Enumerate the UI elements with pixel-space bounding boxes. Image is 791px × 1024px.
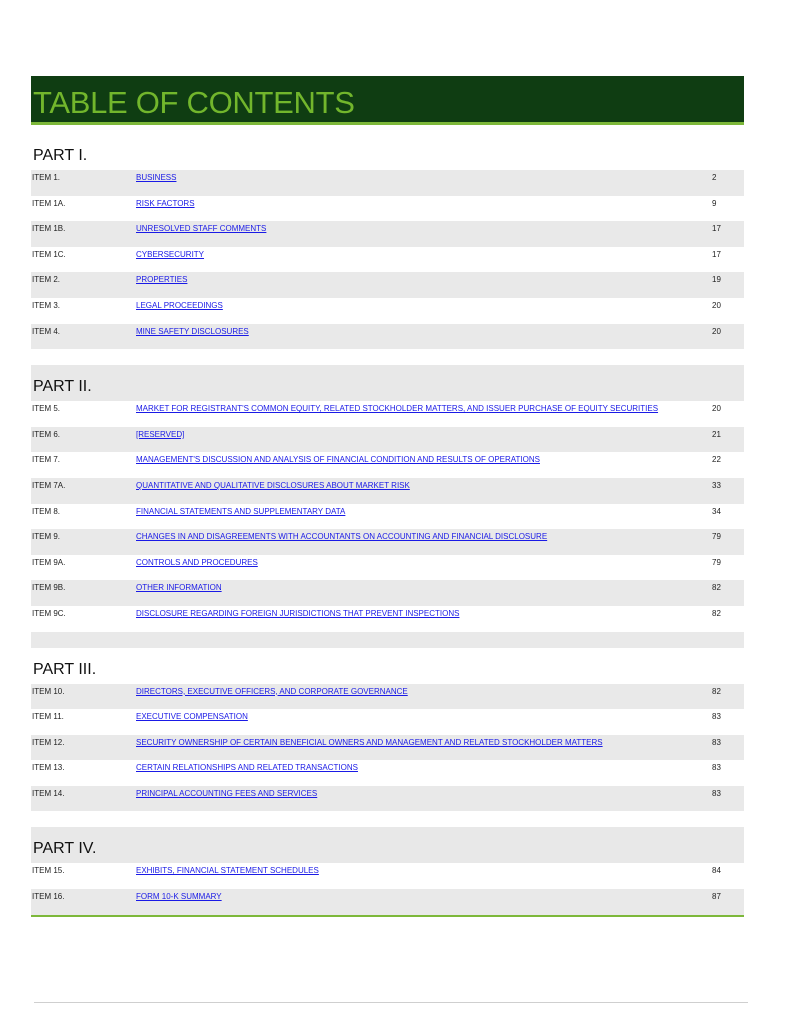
toc-row <box>31 606 744 632</box>
toc-row <box>31 170 744 196</box>
toc-link-foreign-jurisdictions[interactable]: DISCLOSURE REGARDING FOREIGN JURISDICTIONS THAT PREVENT INSPECTIONS <box>136 608 460 618</box>
page-number: 20 <box>712 404 721 414</box>
page-title: TABLE OF CONTENTS <box>33 85 355 120</box>
toc-link-market-for-common-equity[interactable]: MARKET FOR REGISTRANT'S COMMON EQUITY, RELATED STOCKHOLDER MATTERS, AND ISSUER PURCHASE OF EQUITY SECURITIES <box>136 404 659 414</box>
part-title: PART II. <box>33 378 92 396</box>
item-number: ITEM 8. <box>32 506 61 516</box>
item-number: ITEM 9A. <box>32 557 66 567</box>
page-number: 84 <box>712 866 721 876</box>
toc-link-controls-and-procedures[interactable]: CONTROLS AND PROCEDURES <box>136 557 258 567</box>
page-number: 19 <box>712 275 721 285</box>
item-number: ITEM 14. <box>32 788 65 798</box>
item-number: ITEM 16. <box>32 892 65 902</box>
toc-row <box>31 889 744 915</box>
toc-link-mdna[interactable]: MANAGEMENT'S DISCUSSION AND ANALYSIS OF FINANCIAL CONDITION AND RESULTS OF OPERATIONS <box>136 455 540 465</box>
toc-link-security-ownership[interactable]: SECURITY OWNERSHIP OF CERTAIN BENEFICIAL OWNERS AND MANAGEMENT AND RELATED STOCKHOLDER MATTERS <box>136 737 603 747</box>
toc-row <box>31 478 744 504</box>
part-title: PART III. <box>33 660 97 678</box>
item-number: ITEM 12. <box>32 737 65 747</box>
page-number: 82 <box>712 686 721 696</box>
toc-link-form-10k-summary[interactable]: FORM 10-K SUMMARY <box>136 892 222 902</box>
toc-link-financial-statements[interactable]: FINANCIAL STATEMENTS AND SUPPLEMENTARY DATA <box>136 506 346 516</box>
toc-link-legal-proceedings[interactable]: LEGAL PROCEEDINGS <box>136 300 223 310</box>
part-1-heading <box>31 135 744 170</box>
toc-row <box>31 709 744 735</box>
part-4-heading <box>31 827 744 863</box>
item-number: ITEM 1. <box>32 173 61 182</box>
toc-row <box>31 324 744 350</box>
toc-row <box>31 684 744 710</box>
toc-row <box>31 427 744 453</box>
item-number: ITEM 1A. <box>32 198 66 208</box>
part-3-heading <box>31 648 744 684</box>
page-number: 79 <box>712 532 721 542</box>
item-number: ITEM 1C. <box>32 249 66 259</box>
toc-link-properties[interactable]: PROPERTIES <box>136 275 188 285</box>
item-number: ITEM 7A. <box>32 480 66 490</box>
page-number: 2 <box>712 173 717 182</box>
page-number: 83 <box>712 712 721 722</box>
toc-row <box>31 555 744 581</box>
toc-row <box>31 272 744 298</box>
toc-link-cybersecurity[interactable]: CYBERSECURITY <box>136 249 205 259</box>
toc-row <box>31 298 744 324</box>
toc-row <box>31 452 744 478</box>
part-title: PART I. <box>33 147 88 164</box>
item-number: ITEM 4. <box>32 326 61 336</box>
page-number: 83 <box>712 737 721 747</box>
bottom-rule <box>31 915 744 917</box>
toc-row <box>31 196 744 222</box>
page-number: 83 <box>712 788 721 798</box>
toc-link-other-information[interactable]: OTHER INFORMATION <box>136 583 222 593</box>
toc-link-market-risk[interactable]: QUANTITATIVE AND QUALITATIVE DISCLOSURES ABOUT MARKET RISK <box>136 480 410 490</box>
toc-row <box>31 221 744 247</box>
section-spacer <box>31 349 744 365</box>
item-number: ITEM 10. <box>32 686 65 696</box>
page-number: 20 <box>712 326 721 336</box>
section-spacer <box>31 632 744 648</box>
toc-row <box>31 529 744 555</box>
toc-link-mine-safety-disclosures[interactable]: MINE SAFETY DISCLOSURES <box>136 326 249 336</box>
toc-link-reserved[interactable]: [RESERVED] <box>136 429 185 439</box>
item-number: ITEM 6. <box>32 429 61 439</box>
toc-row <box>31 863 744 889</box>
item-number: ITEM 3. <box>32 300 61 310</box>
toc-row <box>31 760 744 786</box>
page-number: 33 <box>712 480 721 490</box>
page-number: 82 <box>712 608 721 618</box>
page-number: 20 <box>712 300 721 310</box>
page-number: 9 <box>712 198 717 208</box>
page-number: 83 <box>712 763 721 773</box>
toc-row <box>31 580 744 606</box>
toc-link-risk-factors[interactable]: RISK FACTORS <box>136 198 195 208</box>
part-title: PART IV. <box>33 840 97 858</box>
page-number: 87 <box>712 892 721 902</box>
page-number: 21 <box>712 429 721 439</box>
item-number: ITEM 9. <box>32 532 61 542</box>
page-number: 79 <box>712 557 721 567</box>
toc-row <box>31 247 744 273</box>
toc-link-executive-compensation[interactable]: EXECUTIVE COMPENSATION <box>136 712 248 722</box>
item-number: ITEM 2. <box>32 275 61 285</box>
toc-link-directors-officers-governance[interactable]: DIRECTORS, EXECUTIVE OFFICERS, AND CORPORATE GOVERNANCE <box>136 686 408 696</box>
page-number: 22 <box>712 455 721 465</box>
section-spacer <box>31 811 744 827</box>
toc-link-unresolved-staff-comments[interactable]: UNRESOLVED STAFF COMMENTS <box>136 224 267 234</box>
toc-link-principal-accounting-fees[interactable]: PRINCIPAL ACCOUNTING FEES AND SERVICES <box>136 788 318 798</box>
item-number: ITEM 13. <box>32 763 65 773</box>
page-number: 17 <box>712 224 721 234</box>
toc-link-exhibits[interactable]: EXHIBITS, FINANCIAL STATEMENT SCHEDULES <box>136 866 319 876</box>
item-number: ITEM 9B. <box>32 583 66 593</box>
toc-row <box>31 401 744 427</box>
item-number: ITEM 15. <box>32 866 65 876</box>
table-of-contents <box>31 76 744 917</box>
part-2-heading <box>31 365 744 401</box>
toc-row <box>31 735 744 761</box>
item-number: ITEM 11. <box>32 712 64 722</box>
page-number: 82 <box>712 583 721 593</box>
toc-header <box>31 76 744 125</box>
page-number: 17 <box>712 249 721 259</box>
toc-link-changes-with-accountants[interactable]: CHANGES IN AND DISAGREEMENTS WITH ACCOUNTANTS ON ACCOUNTING AND FINANCIAL DISCLOSURE <box>136 532 548 542</box>
footer-divider <box>34 1002 748 1003</box>
toc-link-certain-relationships[interactable]: CERTAIN RELATIONSHIPS AND RELATED TRANSACTIONS <box>136 763 358 773</box>
item-number: ITEM 9C. <box>32 608 66 618</box>
toc-row <box>31 786 744 812</box>
page-number: 34 <box>712 506 721 516</box>
item-number: ITEM 7. <box>32 455 61 465</box>
item-number: ITEM 5. <box>32 404 61 414</box>
toc-link-business[interactable]: BUSINESS <box>136 173 177 182</box>
item-number: ITEM 1B. <box>32 224 66 234</box>
toc-row <box>31 504 744 530</box>
